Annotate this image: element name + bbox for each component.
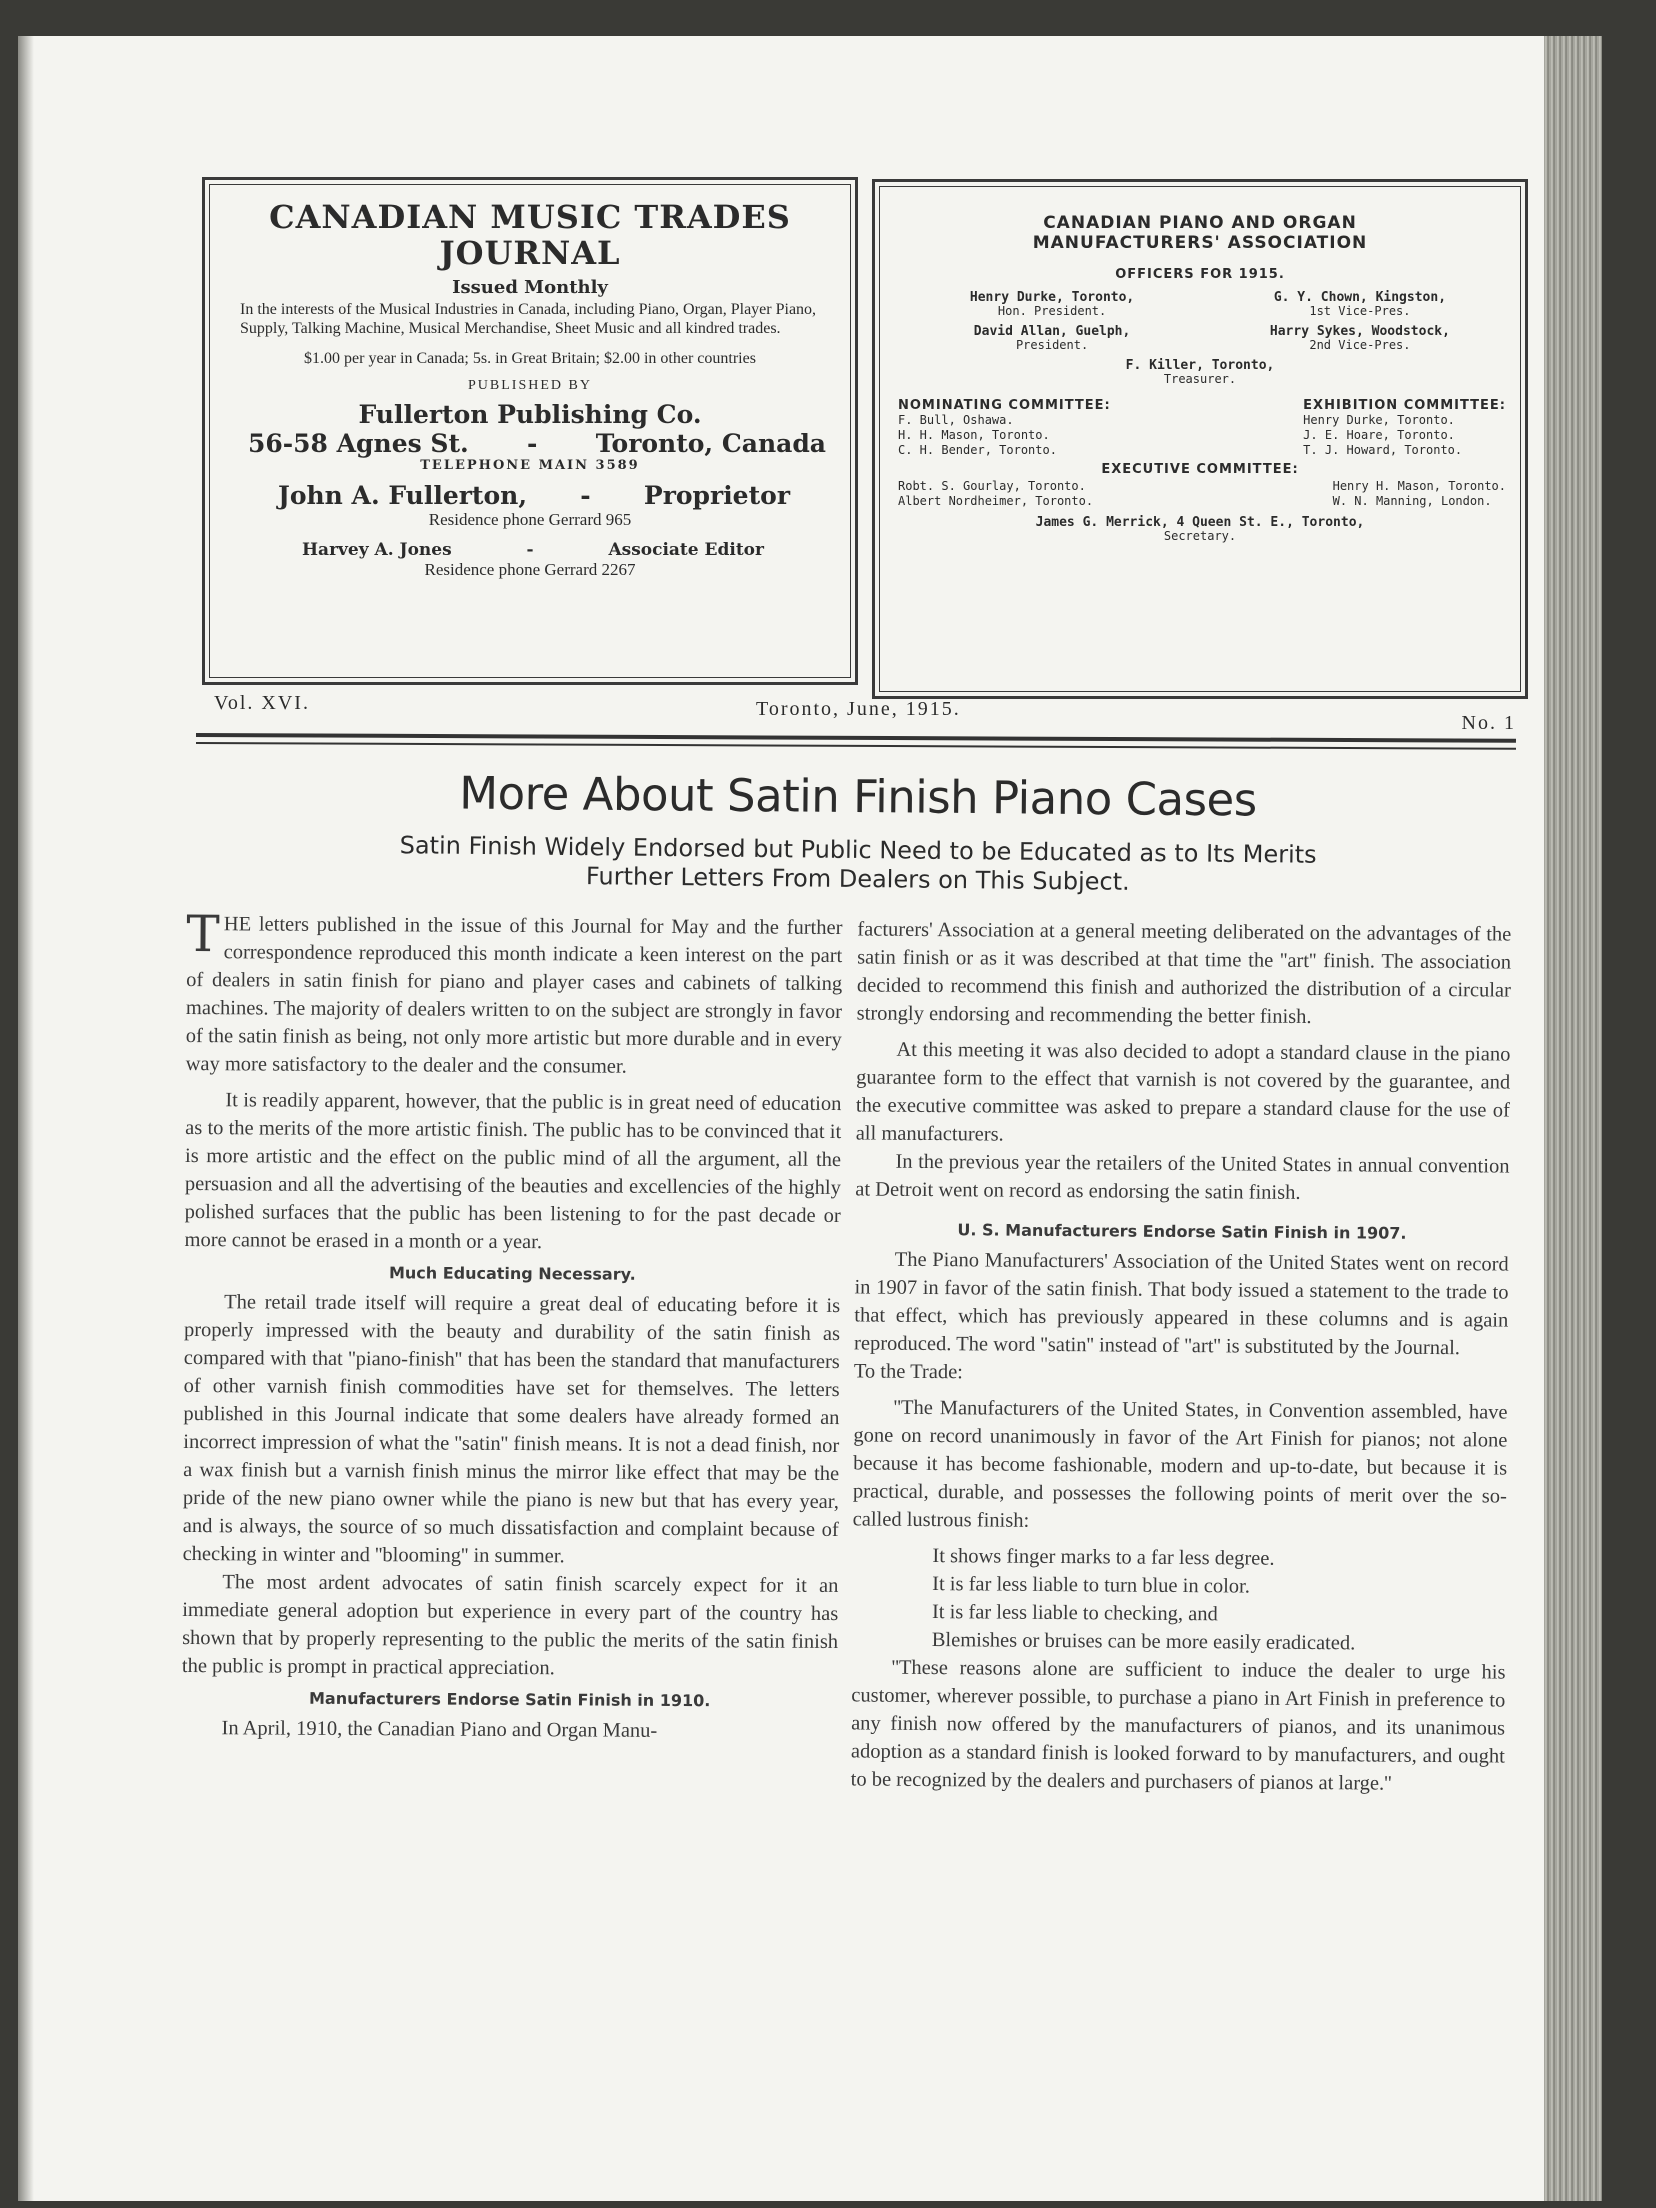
proprietor-phone: Residence phone Gerrard 965 <box>428 510 632 529</box>
treasurer: F. Killer, Toronto, Treasurer. <box>1125 358 1275 386</box>
association-title: CANADIAN PIANO AND ORGAN MANUFACTURERS' ASSOCIATION <box>1032 213 1368 253</box>
issued-monthly: Issued Monthly <box>452 277 608 298</box>
article-column-right <box>851 915 1512 1798</box>
proprietor: John A. Fullerton, - Proprietor <box>278 481 790 510</box>
masthead-rule <box>196 733 1516 743</box>
published-by-label: PUBLISHED BY <box>468 378 592 393</box>
article-subhead: Satin Finish Widely Endorsed but Public Need to be Educated as to Its Merits Further Letters From Dealers on This Subject. <box>399 831 1317 896</box>
officers-row-2 <box>880 324 1520 352</box>
publisher-address: 56-58 Agnes St. - Toronto, Canada <box>248 429 826 458</box>
journal-info-box <box>202 177 858 685</box>
section-heading: U. S. Manufacturers Endorse Satin Finish in 1907. <box>957 1220 1407 1243</box>
section-heading: Much Educating Necessary. <box>388 1263 636 1284</box>
page-edges <box>1544 36 1602 2201</box>
merit-point: It is far less liable to turn blue in color. <box>932 1573 1250 1598</box>
exhibition-committee: EXHIBITION COMMITTEE: Henry Durke, Toronto. J. E. Hoare, Toronto. T. J. Howard, Toronto. <box>1303 398 1506 457</box>
issue-number: No. 1 <box>1461 712 1516 734</box>
issue-date: Toronto, June, 1915. <box>756 698 961 720</box>
issue-masthead <box>196 692 1516 734</box>
officer-name: G. Y. Chown, Kingston, <box>1273 290 1447 305</box>
merit-point: It is far less liable to checking, and <box>931 1601 1218 1626</box>
article-column-left <box>181 905 843 1746</box>
binding-shadow <box>18 36 34 2201</box>
editor-phone: Residence phone Gerrard 2267 <box>424 560 636 579</box>
officer-name: Harry Sykes, Woodstock, <box>1269 324 1450 339</box>
paragraph: It is readily apparent, however, that the public is in great need of education as to the merits of the more artistic finish. The public has to be convinced that it is more artistic and the effect on the public mind of all the argument, all the persuasion and all the advertising of the beauties and excellencies of the highly polished surfaces that the public has been listening to for the past decade or more cannot be erased in a month or a year. <box>184 1089 842 1254</box>
paragraph: In the previous year the retailers of the United States in annual convention at Detroit went on record as endorsing the satin finish. <box>855 1150 1510 1204</box>
subscription-price: $1.00 per year in Canada; 5s. in Great Britain; $2.00 in other countries <box>304 350 756 367</box>
paragraph: In April, 1910, the Canadian Piano and Organ Manu- <box>221 1717 658 1742</box>
salutation: To the Trade: <box>853 1360 964 1384</box>
officer-role: President. <box>1015 338 1089 352</box>
paragraph: ''These reasons alone are sufficient to induce the dealer to urge his customer, wherever possible, to purchase a piano in Art Finish in preference to any finish now offered by the manufacturers of pianos, and its unanimous adoption as a standard finish is looked forward to by manufacturers, and ought to be recognized by the dealers and purchasers of pianos at large.'' <box>850 1656 1506 1795</box>
paragraph: At this meeting it was also decided to adopt a standard clause in the piano guarantee form to the effect that varnish is not covered by the guarantee, and the executive committee was asked to prepare a standard clause for the use of all manufacturers. <box>855 1038 1511 1146</box>
section-heading: Manufacturers Endorse Satin Finish in 1910. <box>308 1688 711 1711</box>
drop-cap: T <box>186 905 220 964</box>
paragraph: The most ardent advocates of satin finish scarcely expect for it an immediate general adoption but experience in every part of the country has shown that by properly representing to the public the merits of the satin finish the public is prompt in practical appreciation. <box>181 1571 839 1680</box>
committees-row <box>880 398 1520 458</box>
association-info-box <box>872 179 1528 699</box>
executive-committee: Robt. S. Gourlay, Toronto. Albert Nordheimer, Toronto. Henry H. Mason, Toronto. W. N. Manning, London. <box>898 479 1506 508</box>
officer-role: 2nd Vice-Pres. <box>1309 338 1411 352</box>
paragraph: ''The Manufacturers of the United States, in Convention assembled, have gone on record unanimously in favor of the Art Finish for pianos; not alone because it has become fashionable, modern and up-to-date, but because it is practical, durable, and possesses the following points of merit over the so-called lustrous finish: <box>852 1396 1508 1532</box>
telephone: TELEPHONE MAIN 3589 <box>420 458 640 473</box>
volume-label: Vol. XVI. <box>214 692 310 714</box>
masthead-rule-thin <box>196 742 1516 750</box>
secretary: James G. Merrick, 4 Queen St. E., Toronto, Secretary. <box>1035 515 1365 543</box>
paragraph: The retail trade itself will require a great deal of educating before it is properly impressed with the beauty and durability of the satin finish as compared with that ''piano-finish'' that has been the standard that manufacturers of other varnish finish commodities have set for themselves. The letters published in this Journal indicate that some dealers have already formed an incorrect impression of what the ''satin'' finish means. It is not a dead finish, nor a wax finish but a varnish finish minus the mirror like effect that may be the pride of the new piano owner while the piano is new but that has every year, and is always, the source of so much dissatisfaction and complaint because of checking in winter and ''blooming'' in summer. <box>182 1291 841 1568</box>
journal-title: CANADIAN MUSIC TRADES JOURNAL <box>269 198 791 272</box>
officer-role: Hon. President. <box>997 304 1107 318</box>
officers-row-1 <box>880 290 1520 318</box>
paragraph: THE letters published in the issue of this Journal for May and the further correspondence reproduced this month indicate a keen interest on the part of dealers in satin finish for piano and player cases and cabinets of talking machines. The majority of dealers written to on the subject are strongly in favor of the satin finish as being, not only more artistic but more durable and in every way more satisfactory to the dealer and the consumer. <box>185 905 843 1078</box>
officer-name: David Allan, Guelph, <box>973 324 1131 339</box>
nominating-committee: NOMINATING COMMITTEE: F. Bull, Oshawa. H. H. Mason, Toronto. C. H. Bender, Toronto. <box>898 398 1111 457</box>
paragraph: The Piano Manufacturers' Association of the United States went on record in 1907 in favor of the satin finish. That body issued a statement to the trade to that effect, which has previously appeared in these columns and is again reproduced. The word ''satin'' instead of ''art'' is substituted by the Journal. <box>854 1248 1509 1360</box>
officer-role: 1st Vice-Pres. <box>1309 304 1411 318</box>
article-headline: More About Satin Finish Piano Cases <box>459 766 1257 827</box>
associate-editor: Harvey A. Jones - Associate Editor <box>302 540 764 560</box>
paragraph: facturers' Association at a general meeting deliberated on the advantages of the satin finish or as it was described at that time the ''art'' finish. The association decided to recommend this finish and authorized the distribution of a circular strongly endorsing and recommending the better finish. <box>856 918 1512 1029</box>
magazine-page <box>18 36 1602 2201</box>
merit-point: It shows finger marks to a far less degree. <box>932 1545 1275 1570</box>
publisher-name: Fullerton Publishing Co. <box>358 400 702 429</box>
journal-interest: In the interests of the Musical Industries in Canada, including Piano, Organ, Player Piano, Supply, Talking Machine, Musical Merchandise, Sheet Music and all kindred trades. <box>240 301 817 337</box>
merit-point: Blemishes or bruises can be more easily eradicated. <box>931 1629 1356 1655</box>
officer-name: Henry Durke, Toronto, <box>969 290 1135 305</box>
executive-heading: EXECUTIVE COMMITTEE: <box>1101 462 1299 477</box>
officers-heading: OFFICERS FOR 1915. <box>1115 267 1285 282</box>
